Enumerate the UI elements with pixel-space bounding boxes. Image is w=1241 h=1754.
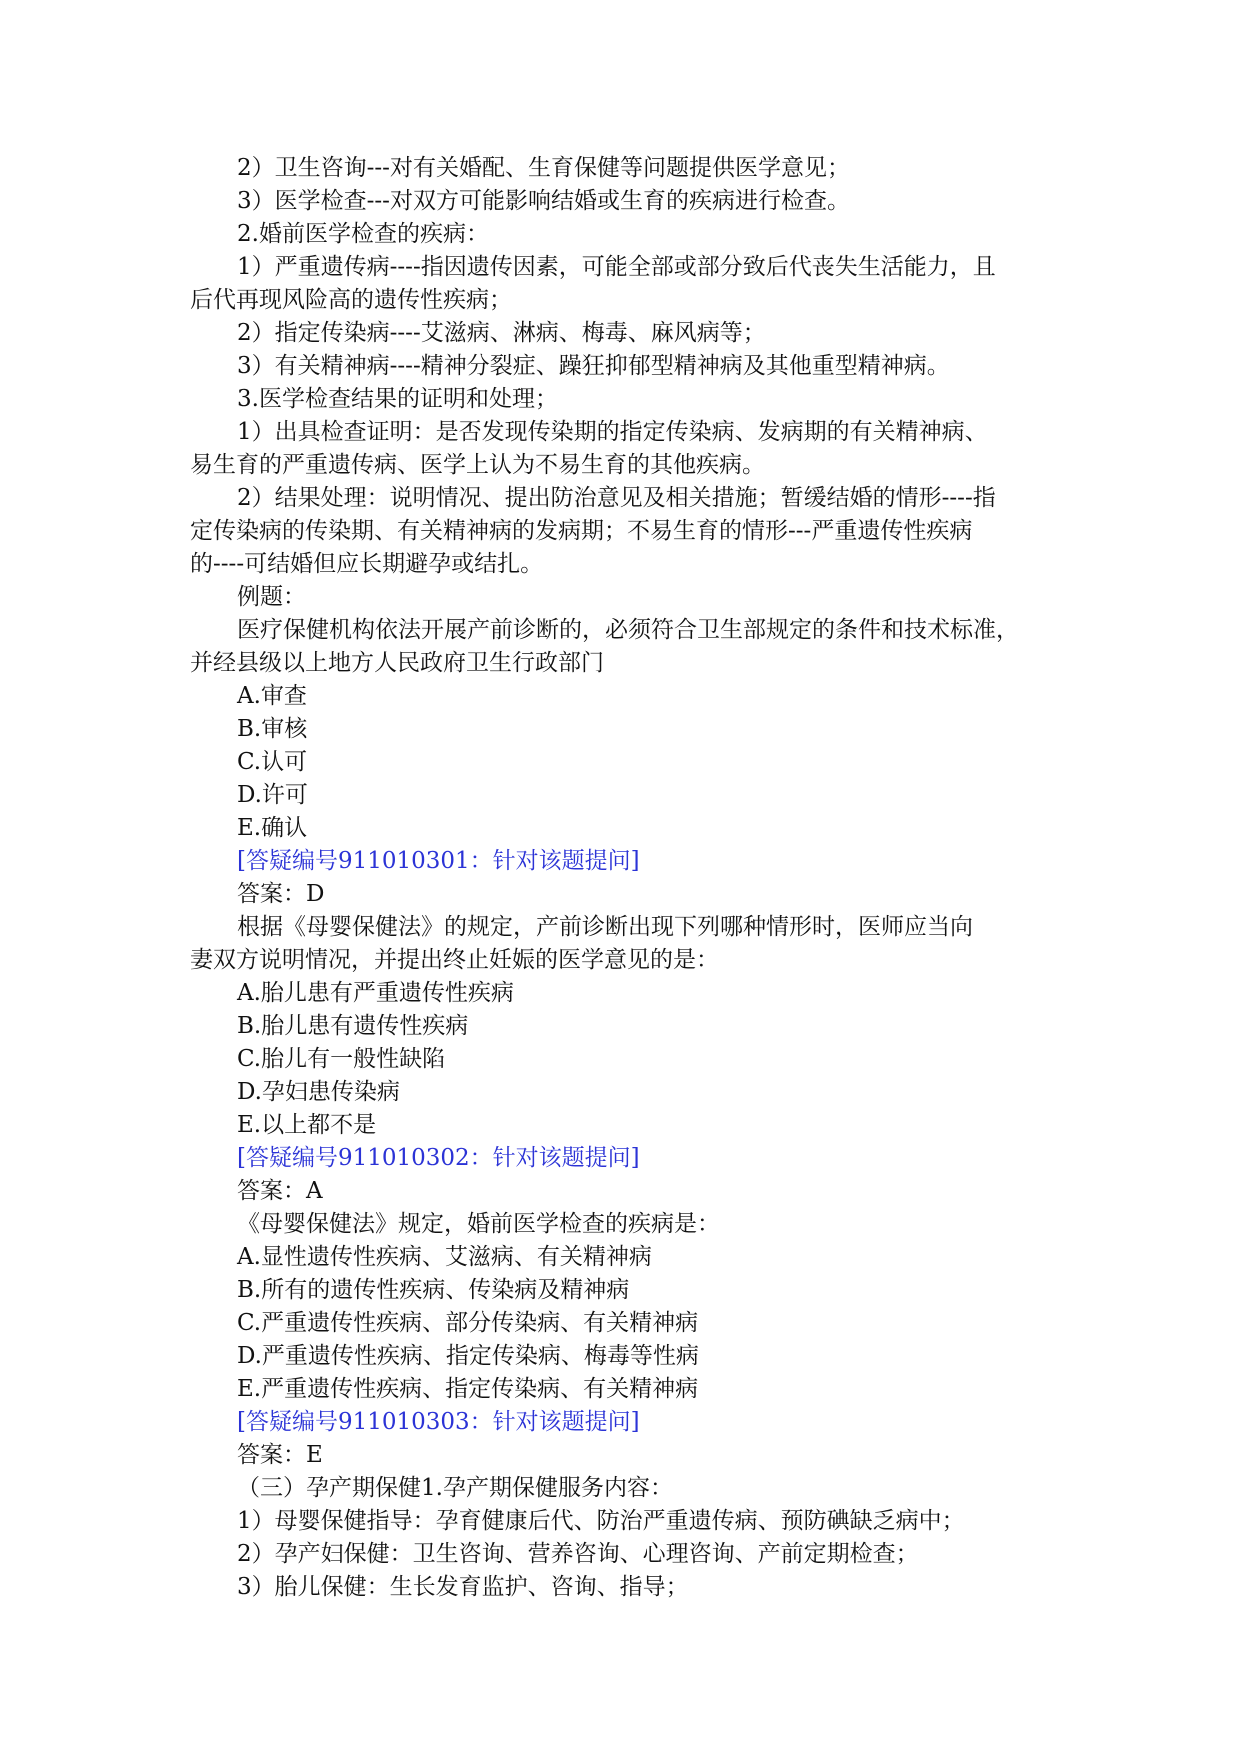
section-heading: （三）孕产期保健1.孕产期保健服务内容： (237, 1475, 673, 1501)
text-line: 后代再现风险高的遗传性疾病； (190, 287, 512, 313)
ask-question-link[interactable]: [答疑编号911010303：针对该题提问] (237, 1409, 640, 1435)
option-b: B.所有的遗传性疾病、传染病及精神病 (237, 1277, 630, 1303)
question-stem: 《母婴保健法》规定，婚前医学检查的疾病是： (237, 1211, 720, 1237)
question-stem: 医疗保健机构依法开展产前诊断的，必须符合卫生部规定的条件和技术标准， (237, 617, 1019, 643)
option-a: A.胎儿患有严重遗传性疾病 (237, 980, 514, 1006)
answer: 答案：E (237, 1442, 323, 1468)
option-d: D.孕妇患传染病 (237, 1079, 400, 1105)
question-stem: 根据《母婴保健法》的规定，产前诊断出现下列哪种情形时，医师应当向 (237, 914, 973, 940)
text-line: 3）胎儿保健：生长发育监护、咨询、指导； (237, 1574, 689, 1600)
text-line: 2）孕产妇保健：卫生咨询、营养咨询、心理咨询、产前定期检查； (237, 1541, 919, 1567)
option-a: A.显性遗传性疾病、艾滋病、有关精神病 (237, 1244, 652, 1270)
text-line: 1）母婴保健指导：孕育健康后代、防治严重遗传病、预防碘缺乏病中； (237, 1508, 965, 1534)
option-e: E.以上都不是 (237, 1112, 377, 1138)
answer: 答案：D (237, 881, 325, 907)
option-d: D.许可 (237, 782, 308, 808)
text-line: 3）医学检查---对双方可能影响结婚或生育的疾病进行检查。 (237, 188, 850, 214)
text-line: 2）指定传染病----艾滋病、淋病、梅毒、麻风病等； (237, 320, 766, 346)
text-line: 3）有关精神病----精神分裂症、躁狂抑郁型精神病及其他重型精神病。 (237, 353, 950, 379)
option-c: C.认可 (237, 749, 308, 775)
option-c: C.胎儿有一般性缺陷 (237, 1046, 446, 1072)
text-line: 1）严重遗传病----指因遗传因素，可能全部或部分致后代丧失生活能力，且 (237, 254, 996, 280)
text-line: 1）出具检查证明：是否发现传染期的指定传染病、发病期的有关精神病、 (237, 419, 988, 445)
option-d: D.严重遗传性疾病、指定传染病、梅毒等性病 (237, 1343, 699, 1369)
question-stem: 妻双方说明情况，并提出终止妊娠的医学意见的是： (190, 947, 719, 973)
section-heading: 2.婚前医学检查的疾病： (237, 221, 489, 247)
option-b: B.胎儿患有遗传性疾病 (237, 1013, 469, 1039)
option-a: A.审查 (237, 683, 307, 709)
example-heading: 例题： (237, 584, 306, 610)
option-e: E.确认 (237, 815, 308, 841)
option-c: C.严重遗传性疾病、部分传染病、有关精神病 (237, 1310, 699, 1336)
text-line: 定传染病的传染期、有关精神病的发病期；不易生育的情形---严重遗传性疾病 (190, 518, 973, 544)
ask-question-link[interactable]: [答疑编号911010302：针对该题提问] (237, 1145, 640, 1171)
answer: 答案：A (237, 1178, 323, 1204)
option-b: B.审核 (237, 716, 308, 742)
text-line: 的----可结婚但应长期避孕或结扎。 (190, 551, 544, 577)
question-stem: 并经县级以上地方人民政府卫生行政部门 (190, 650, 604, 676)
option-e: E.严重遗传性疾病、指定传染病、有关精神病 (237, 1376, 699, 1402)
text-line: 易生育的严重遗传病、医学上认为不易生育的其他疾病。 (190, 452, 765, 478)
text-line: 2）结果处理：说明情况、提出防治意见及相关措施；暂缓结婚的情形----指 (237, 485, 996, 511)
text-line: 2）卫生咨询---对有关婚配、生育保健等问题提供医学意见； (237, 155, 850, 181)
section-heading: 3.医学检查结果的证明和处理； (237, 386, 558, 412)
ask-question-link[interactable]: [答疑编号911010301：针对该题提问] (237, 848, 640, 874)
